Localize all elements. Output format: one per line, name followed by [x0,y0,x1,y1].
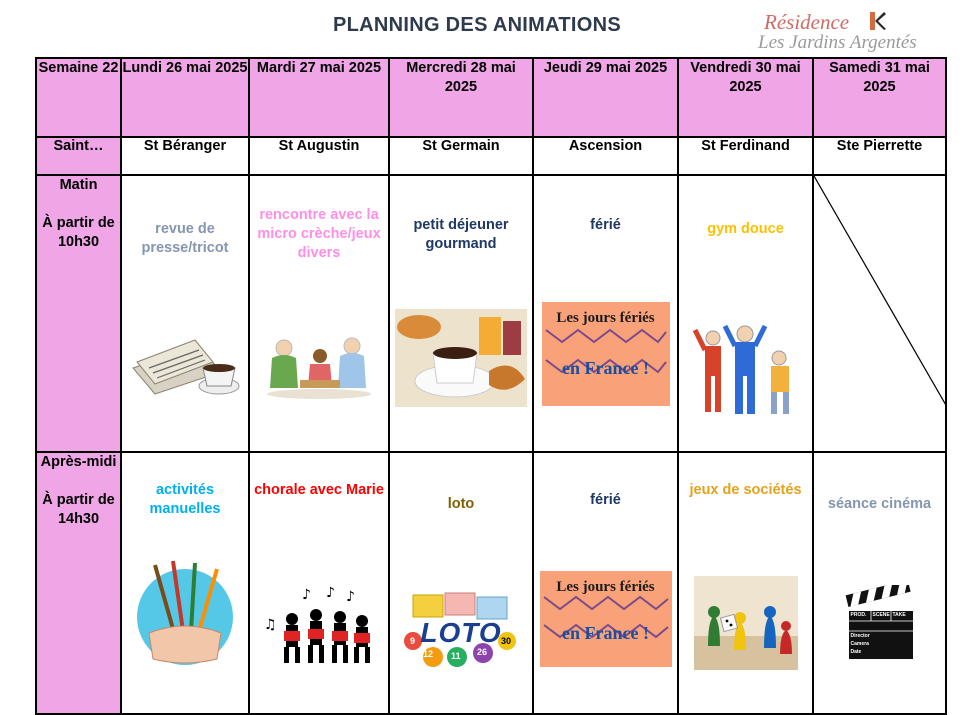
afternoon-label-cell [36,452,121,714]
saint-label: Saint… [36,137,121,175]
day-header-friday: Vendredi 30 mai 2025 [678,58,813,137]
saint-monday: St Béranger [121,137,249,175]
breakfast-image [395,309,527,407]
planning-table [35,57,947,715]
morning-tuesday [249,175,389,452]
clapper-take: TAKE [892,612,906,618]
saint-row [36,137,946,175]
saint-friday: St Ferdinand [678,137,813,175]
loto-ball-1: 12 [423,649,434,659]
afternoon-tuesday [249,452,389,714]
loto-balls-image [397,591,525,669]
clapper-date: Date [850,649,862,655]
afternoon-time: À partir de 14h30 [42,492,115,527]
day-header-wednesday: Mercredi 28 mai 2025 [389,58,533,137]
clapper-director: Director [850,633,870,639]
activity-text: séance cinéma [827,496,932,512]
paintbrushes-image [133,559,237,667]
saint-thursday: Ascension [533,137,678,175]
svg-text:♪: ♪ [346,589,355,605]
saint-saturday: Ste Pierrette [813,137,946,175]
loto-ball-3: 26 [477,647,488,657]
morning-time: À partir de 10h30 [42,215,115,250]
activity-text: rencontre avec la micro crèche/jeux divers [257,207,381,261]
svg-text:♪: ♪ [302,587,311,603]
board-game-image [694,576,798,670]
loto-ball-4: 30 [501,636,512,646]
afternoon-saturday [813,452,946,714]
ferie-line2: en France ! [562,623,649,643]
ferie-line1: Les jours fériés [556,579,655,595]
residence-logo [758,10,953,56]
holiday-banner-image [540,571,672,667]
activity-text: férié [590,217,621,233]
day-header-tuesday: Mardi 27 mai 2025 [249,58,389,137]
morning-monday [121,175,249,452]
activity-text: activités manuelles [149,482,221,517]
diagonal-slash [814,176,947,407]
ferie-line1: Les jours fériés [556,310,655,326]
clapper-prod: PROD. [850,612,867,618]
day-header-monday: Lundi 26 mai 2025 [121,58,249,137]
saint-tuesday: St Augustin [249,137,389,175]
choir-image [262,585,376,667]
loto-ball-2: 11 [451,651,461,661]
morning-wednesday [389,175,533,452]
morning-saturday [813,175,946,452]
svg-text:♫: ♫ [264,617,277,633]
newspaper-coffee-image [129,328,241,406]
loto-title: LOTO [420,617,502,648]
activity-text: revue de presse/tricot [141,221,229,256]
ferie-line2: en France ! [562,358,649,378]
activity-text: jeux de sociétés [689,482,802,498]
activity-text: loto [447,496,475,512]
logo-line2: Les Jardins Argentés [758,32,917,53]
svg-text:♪: ♪ [326,585,335,601]
holiday-banner-image [542,302,670,406]
page-title: PLANNING DES ANIMATIONS [332,14,621,36]
morning-thursday [533,175,678,452]
afternoon-label: Après-midi [40,454,117,470]
grandparents-children-image [260,334,378,400]
morning-row [36,175,946,452]
clapper-camera: Camera [850,641,869,647]
loto-ball-5: 9 [410,636,416,646]
clapper-scene: SCENE [872,612,890,618]
clapperboard-image [845,585,915,669]
day-header-saturday: Samedi 31 mai 2025 [813,58,946,137]
activity-text: petit déjeuner gourmand [413,217,509,252]
morning-label: Matin [59,177,98,193]
afternoon-thursday [533,452,678,714]
seniors-gym-image [691,320,801,420]
activity-text: chorale avec Marie [254,482,384,498]
logo-mark-icon [870,12,886,30]
afternoon-monday [121,452,249,714]
logo-line1: Résidence [764,10,850,34]
activity-text: gym douce [707,221,784,237]
week-header: Semaine 22 [36,58,121,137]
afternoon-row [36,452,946,714]
activity-text: férié [590,492,621,508]
day-header-thursday: Jeudi 29 mai 2025 [533,58,678,137]
header-row [36,58,946,137]
afternoon-wednesday [389,452,533,714]
saint-wednesday: St Germain [389,137,533,175]
afternoon-friday [678,452,813,714]
morning-friday [678,175,813,452]
morning-label-cell [36,175,121,452]
